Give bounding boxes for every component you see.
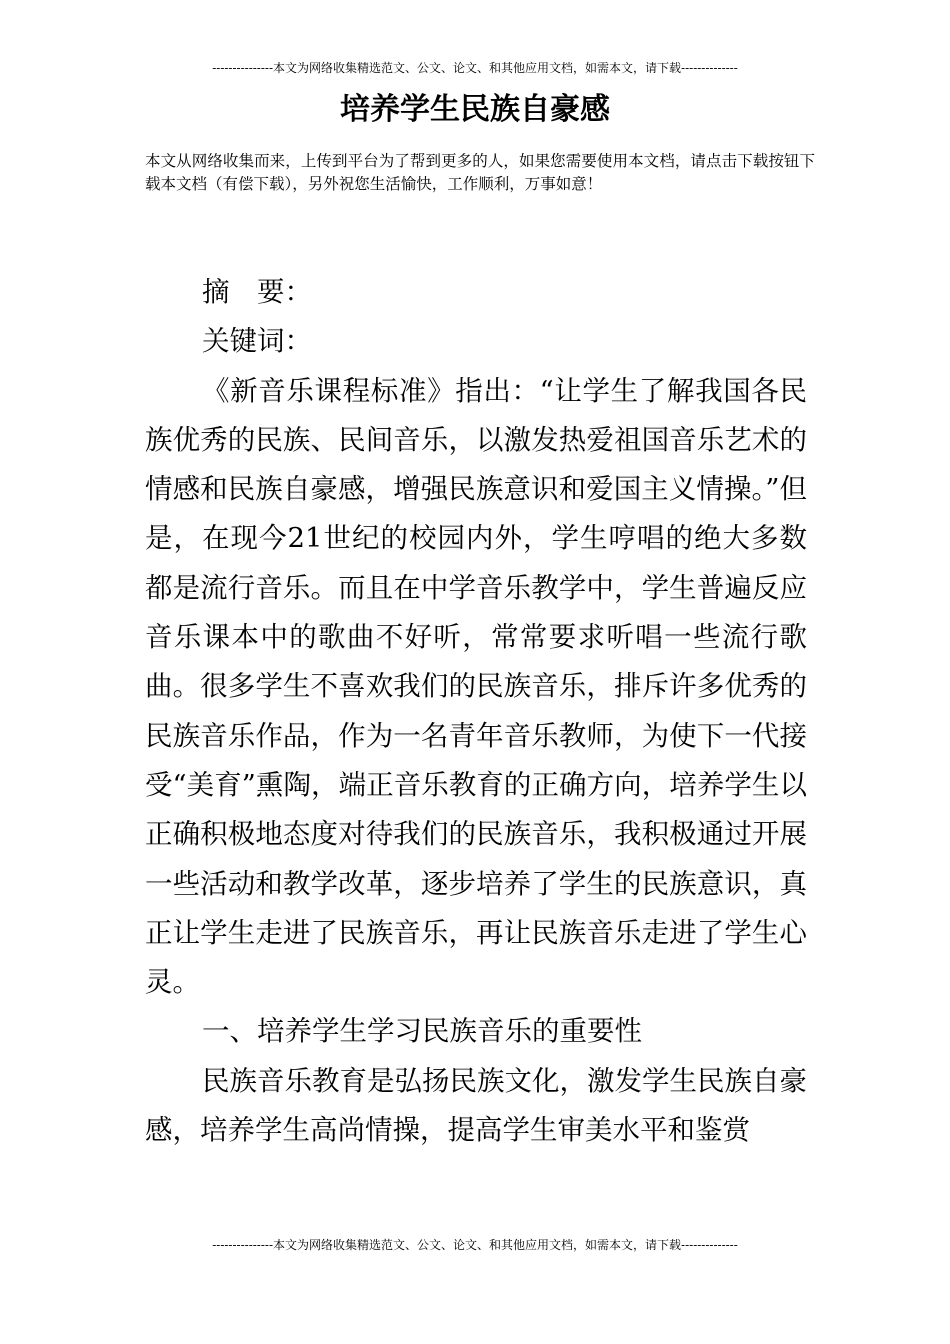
document-body [145, 268, 807, 1155]
keywords-label: 关键词： [202, 325, 312, 358]
body-paragraph: 《新音乐课程标准》指出：“让学生了解我国各民族优秀的民族、民间音乐，以激发热爱祖国音乐艺术的情感和民族自豪感，增强民族意识和爱国主义情操。”但是，在现今21世纪的校园内外，学生哼唱的绝大多数都是流行音乐。而且在中学音乐教学中，学生普遍反应音乐课本中的歌曲不好听，常常要求听唱一些流行歌曲。很多学生不喜欢我们的民族音乐，排斥许多优秀的民族音乐作品，作为一名青年音乐教师，为使下一代接受“美育”熏陶，端正音乐教育的正确方向，培养学生以正确积极地态度对待我们的民族音乐，我积极通过开展一些活动和教学改革，逐步培养了学生的民族意识，真正让学生走进了民族音乐，再让民族音乐走进了学生心灵。 [145, 374, 807, 999]
abstract-label: 摘 要： [202, 276, 312, 308]
body-paragraph: 民族音乐教育是弘扬民族文化，激发学生民族自豪感，培养学生高尚情操，提高学生审美水平和鉴赏 [145, 1064, 807, 1147]
header-banner: ---------------本文为网络收集精选范文、公文、论文、和其他应用文档，如需本文，请下载-------------- [212, 61, 738, 75]
section-heading: 一、培养学生学习民族音乐的重要性 [202, 1015, 642, 1048]
document-title: 培养学生民族自豪感 [340, 92, 610, 127]
download-notice: 本文从网络收集而来，上传到平台为了帮到更多的人，如果您需要使用本文档，请点击下载按钮下载本文档（有偿下载），另外祝您生活愉快，工作顺利，万事如意！ [145, 152, 815, 193]
footer-banner: ---------------本文为网络收集精选范文、公文、论文、和其他应用文档，如需本文，请下载-------------- [212, 1238, 738, 1252]
